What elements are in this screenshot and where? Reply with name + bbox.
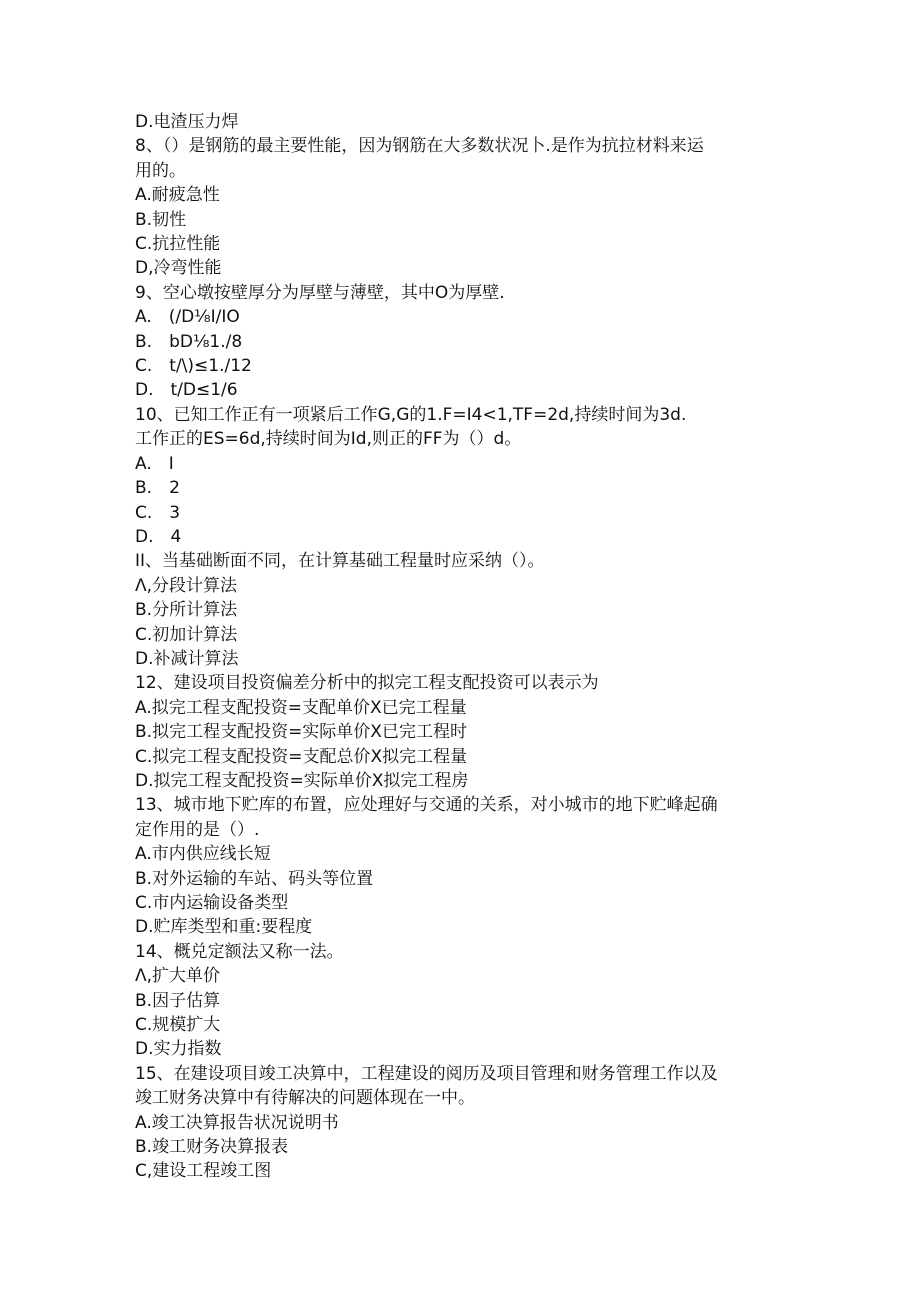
text-line: 工作正的ES=6d,持续时间为Id,则正的FF为（）d。 xyxy=(135,429,522,450)
text-line: B.因子估算 xyxy=(135,990,221,1011)
text-line: 9、空心墩按壁厚分为厚壁与薄壁，其中O为厚壁. xyxy=(135,282,505,303)
text-line: C.初加计算法 xyxy=(135,624,238,645)
text-line: A.拟完工程支配投资=支配单价X已完工程量 xyxy=(135,697,467,718)
text-line: 12、建设项目投资偏差分析中的拟完工程支配投资可以表示为 xyxy=(135,673,599,694)
document-body xyxy=(135,110,785,1184)
text-line: 用的。 xyxy=(135,160,186,181)
text-line: 8、（）是钢筋的最主要性能，因为钢筋在大多数状况卜.是作为抗拉材料来运 xyxy=(135,136,704,157)
text-line: D.实力指数 xyxy=(135,1039,222,1060)
text-line: 竣工财务决算中有待解决的问题体现在一中。 xyxy=(135,1088,475,1109)
text-line: D. 4 xyxy=(135,526,182,547)
text-line: A.市内供应线长短 xyxy=(135,844,271,865)
text-line: C.拟完工程支配投资=支配总价X拟完工程量 xyxy=(135,746,468,767)
text-line: Λ,扩大单价 xyxy=(135,966,221,987)
text-line: D. t/D≤1/6 xyxy=(135,380,238,401)
text-line: 14、概兑定额法又称一法。 xyxy=(135,941,344,962)
text-line: B.韧性 xyxy=(135,209,187,230)
text-line: C.市内运输设备类型 xyxy=(135,893,289,913)
text-line: C.抗拉性能 xyxy=(135,234,221,255)
text-line: C. t/\)≤1./12 xyxy=(135,356,252,377)
text-line: A.耐疲急性 xyxy=(135,185,220,206)
text-line: C.规模扩大 xyxy=(135,1015,221,1036)
text-line: D.贮库类型和重:要程度 xyxy=(135,917,313,938)
text-line: D,冷弯性能 xyxy=(135,258,222,279)
text-line: C,建设工程竣工图 xyxy=(135,1161,272,1182)
text-line: B. bD⅛1./8 xyxy=(135,331,243,352)
text-line: A.竣工决算报告状况说明书 xyxy=(135,1112,339,1133)
text-line: B. 2 xyxy=(135,478,180,499)
text-line: Λ,分段计算法 xyxy=(135,575,238,596)
text-line: B.对外运输的车站、码头等位置 xyxy=(135,868,374,889)
text-line: B.拟完工程支配投资=实际单价X已完工程时 xyxy=(135,722,467,743)
text-line: 15、在建设项目竣工决算中，工程建设的阅历及项目管理和财务管理工作以及 xyxy=(135,1063,718,1084)
text-line: D.电渣压力焊 xyxy=(135,112,239,132)
text-line: 定作用的是（）. xyxy=(135,819,260,840)
text-line: D.拟完工程支配投资=实际单价X拟完工程房 xyxy=(135,770,469,791)
text-line: 13、城市地下贮库的布置，应处理好与交通的关系，对小城市的地下贮峰起确 xyxy=(135,795,718,816)
text-line: II、当基础断面不同，在计算基础工程量时应采纳（）。 xyxy=(135,551,545,572)
text-line: B.竣工财务决算报表 xyxy=(135,1137,289,1158)
text-line: B.分所计算法 xyxy=(135,600,238,621)
text-line: A. (/D⅛I/IO xyxy=(135,307,240,328)
text-line: D.补减计算法 xyxy=(135,648,239,669)
text-line: A. I xyxy=(135,453,174,474)
text-line: 10、已知工作正有一项紧后工作G,G的1.F=I4<1,TF=2d,持续时间为3d. xyxy=(135,404,687,425)
text-line: C. 3 xyxy=(135,502,181,523)
